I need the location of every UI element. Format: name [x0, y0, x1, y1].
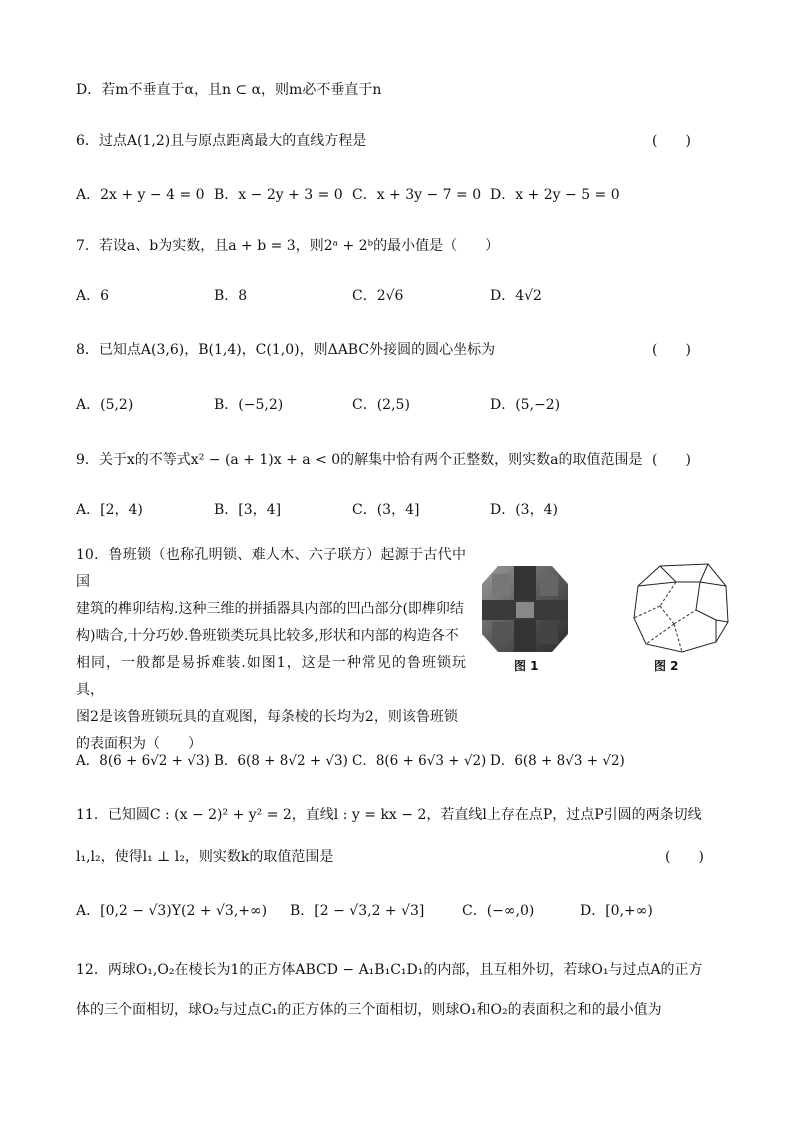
question-11-answer-paren: ( )	[665, 849, 704, 865]
question-11-option-d: D．[0,+∞)	[580, 903, 653, 919]
figure-2-caption: 图 2	[654, 659, 679, 673]
question-10-paragraph	[76, 542, 466, 758]
question-9-option-d: D．(3，4)	[490, 502, 558, 518]
question-6-stem: 6．过点A(1,2)且与原点距离最大的直线方程是	[76, 133, 367, 149]
question-10-line: 图2是该鲁班锁玩具的直观图，每条棱的长均为2，则该鲁班锁	[76, 709, 458, 725]
question-9-stem: 9．关于x的不等式x² − (a + 1)x + a < 0的解集中恰有两个正整数，则实数a的取值范围是	[76, 452, 643, 468]
question-7-option-c: C．2√6	[352, 288, 404, 304]
question-10-line: 构)啮合,十分巧妙.鲁班锁类玩具比较多,形状和内部的构造各不	[76, 628, 459, 644]
question-11-option-a: A．[0,2 − √3)Y(2 + √3,+∞)	[76, 903, 268, 919]
figure-2-wireframe-diagram	[630, 560, 734, 656]
figure-1-caption: 图 1	[514, 659, 539, 673]
question-9-option-a: A．[2，4)	[76, 502, 143, 518]
question-10-line: 10．鲁班锁（也称孔明锁、难人木、六子联方）起源于古代中国	[76, 547, 466, 590]
question-6-answer-paren: ( )	[652, 133, 691, 149]
option-d-line: D．若m不垂直于α，且n ⊂ α，则m必不垂直于n	[76, 82, 382, 98]
question-11-stem-line-1: 11．已知圆C : (x − 2)² + y² = 2，直线l : y = kx − 2，若直线l上存在点P，过点P引圆的两条切线	[76, 807, 702, 823]
question-6-option-c: C．x + 3y − 7 = 0	[352, 187, 482, 203]
question-6-option-a: A．2x + y − 4 = 0	[76, 187, 205, 203]
question-10-line: 相同，一般都是易拆难装.如图1，这是一种常见的鲁班锁玩具，	[76, 655, 466, 698]
question-10-option-a: A．8(6 + 6√2 + √3)	[76, 753, 210, 769]
question-9-option-b: B．[3，4]	[214, 502, 282, 518]
question-11-option-c: C．(−∞,0)	[462, 903, 535, 919]
question-9-answer-paren: ( )	[652, 452, 691, 468]
question-10-option-b: B．6(8 + 8√2 + √3)	[214, 753, 348, 769]
question-6-option-d: D．x + 2y − 5 = 0	[490, 187, 620, 203]
question-11-stem-line-2: l₁,l₂，使得l₁ ⊥ l₂，则实数k的取值范围是	[76, 849, 334, 865]
question-11-option-b: B．[2 − √3,2 + √3]	[290, 903, 425, 919]
question-7-option-d: D．4√2	[490, 288, 542, 304]
question-12-stem-line-1: 12．两球O₁,O₂在棱长为1的正方体ABCD − A₁B₁C₁D₁的内部，且互相外切，若球O₁与过点A的正方	[76, 962, 703, 978]
question-10-option-d: D．6(8 + 8√3 + √2)	[490, 753, 625, 769]
question-8-option-c: C．(2,5)	[352, 397, 410, 413]
question-8-option-b: B．(−5,2)	[214, 397, 284, 413]
question-8-answer-paren: ( )	[652, 342, 691, 358]
question-10-line: 的表面积为（ ）	[76, 736, 202, 752]
question-6-option-b: B．x − 2y + 3 = 0	[214, 187, 343, 203]
question-7-option-b: B．8	[214, 288, 248, 304]
question-7-stem: 7．若设a、b为实数，且a + b = 3，则2ᵃ + 2ᵇ的最小值是（ ）	[76, 238, 500, 254]
question-12-stem-line-2: 体的三个面相切，球O₂与过点C₁的正方体的三个面相切，则球O₁和O₂的表面积之和的最小值为	[76, 1002, 662, 1018]
question-8-stem: 8．已知点A(3,6)，B(1,4)，C(1,0)，则ΔABC外接圆的圆心坐标为	[76, 342, 496, 358]
question-10-option-c: C．8(6 + 6√3 + √2)	[352, 753, 487, 769]
question-9-option-c: C．(3，4]	[352, 502, 420, 518]
question-10-line: 建筑的榫卯结构.这种三维的拼插器具内部的凹凸部分(即榫卯结	[76, 601, 464, 617]
question-8-option-d: D．(5,−2)	[490, 397, 561, 413]
figure-1-luban-lock-photo	[478, 560, 572, 658]
question-8-option-a: A．(5,2)	[76, 397, 134, 413]
question-7-option-a: A．6	[76, 288, 110, 304]
